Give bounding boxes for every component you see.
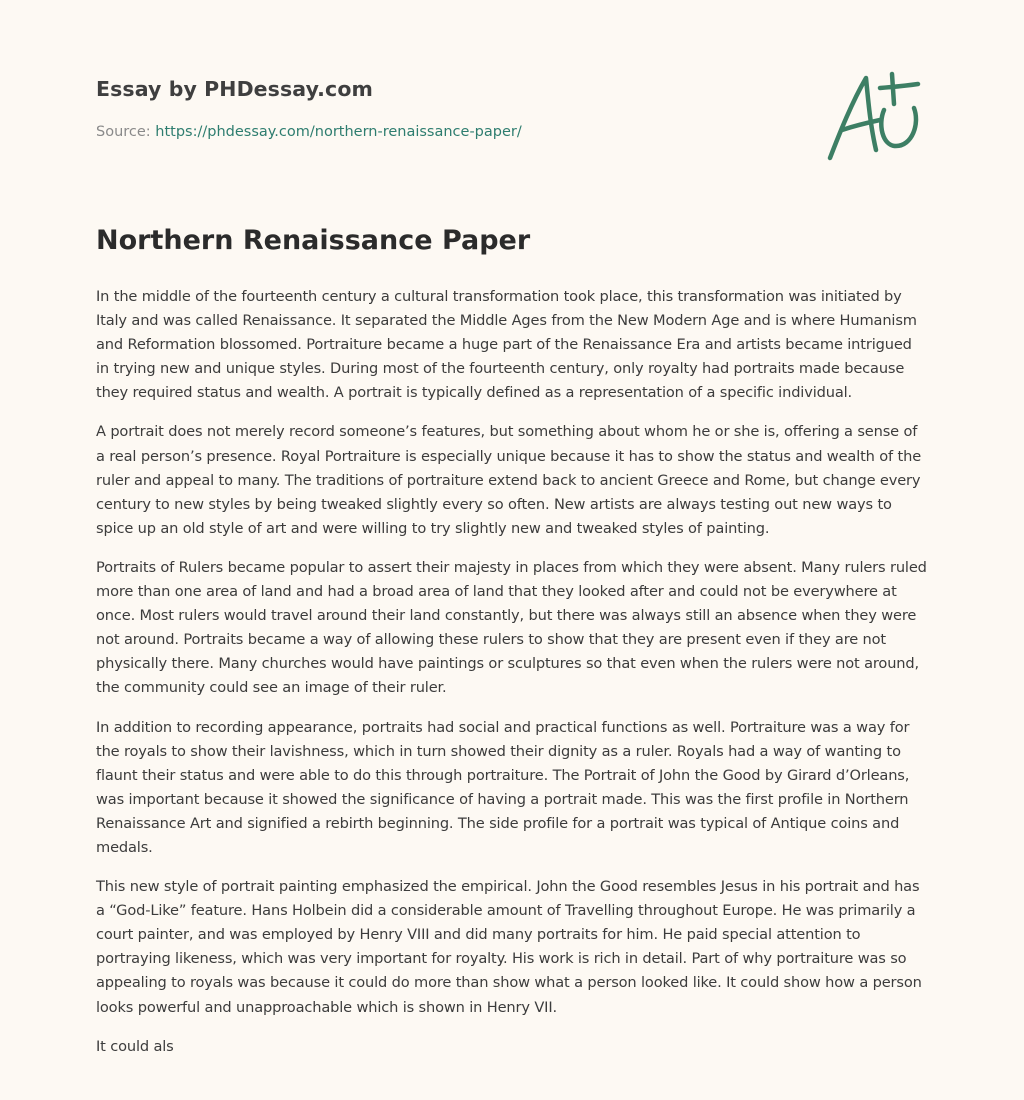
essay-body [96, 285, 928, 1074]
brand-title: Essay by PHDessay.com [96, 77, 373, 101]
source-line [96, 124, 522, 140]
paragraph: In the middle of the fourteenth century a cultural transformation took place, this transformation was initiated by Italy and was called Renaissance. It separated the Middle Ages from the New Modern Age and is where Humanism and Reformation blossomed. Portraiture became a huge part of the Renaissance Era and artists became intrigued in trying new and unique styles. During most of the fourteenth century, only royalty had portraits made because they required status and wealth. A portrait is typically defined as a representation of a specific individual. [96, 288, 917, 402]
paragraph: A portrait does not merely record someone’s features, but something about whom he or she is, offering a sense of a real person’s presence. Royal Portraiture is especially unique because it has to show the status and wealth of the ruler and appeal to many. The traditions of portraiture extend back to ancient Greece and Rome, but change every century to new styles by being tweaked slightly every so often. New artists are always testing out new ways to spice up an old style of art and were willing to try slightly new and tweaked styles of painting. [96, 423, 922, 537]
paragraph: Portraits of Rulers became popular to assert their majesty in places from which they were absent. Many rulers ruled more than one area of land and had a broad area of land that they looked after and could not be everywhere at once. Most rulers would travel around their land constantly, but there was always still an absence when they were not around. Portraits became a way of allowing these rulers to show that they are present even if they are not physically there. Many churches would have paintings or sculptures so that even when the rulers were not around, the community could see an image of their ruler. [96, 558, 927, 697]
essay-title: Northern Renaissance Paper [96, 225, 531, 256]
a-plus-logo-icon [826, 68, 926, 164]
paragraph: This new style of portrait painting emphasized the empirical. John the Good resembles Jesus in his portrait and has a “God-Like” feature. Hans Holbein did a considerable amount of Travelling throughout Europe. He was primarily a court painter, and was employed by Henry VIII and did many portraits for him. He paid special attention to portraying likeness, which was very important for royalty. His work is rich in detail. Part of why portraiture was so appealing to royals was because it could do more than show what a person looked like. It could show how a person looks powerful and unapproachable which is shown in Henry VII. [96, 878, 922, 1016]
source-label: Source: [96, 124, 156, 140]
paragraph: It could als [96, 1037, 174, 1055]
paragraph: In addition to recording appearance, portraits had social and practical functions as well. Portraiture was a way for the royals to show their lavishness, which in turn showed their dignity as a ruler. Royals had a way of wanting to flaunt their status and were able to do this through portraiture. The Portrait of John the Good by Girard d’Orleans, was important because it showed the significance of having a portrait made. This was the first profile in Northern Renaissance Art and signified a rebirth beginning. The side profile for a portrait was typical of Antique coins and medals. [96, 718, 910, 856]
source-link[interactable]: https://phdessay.com/northern-renaissance-paper/ [155, 124, 522, 140]
